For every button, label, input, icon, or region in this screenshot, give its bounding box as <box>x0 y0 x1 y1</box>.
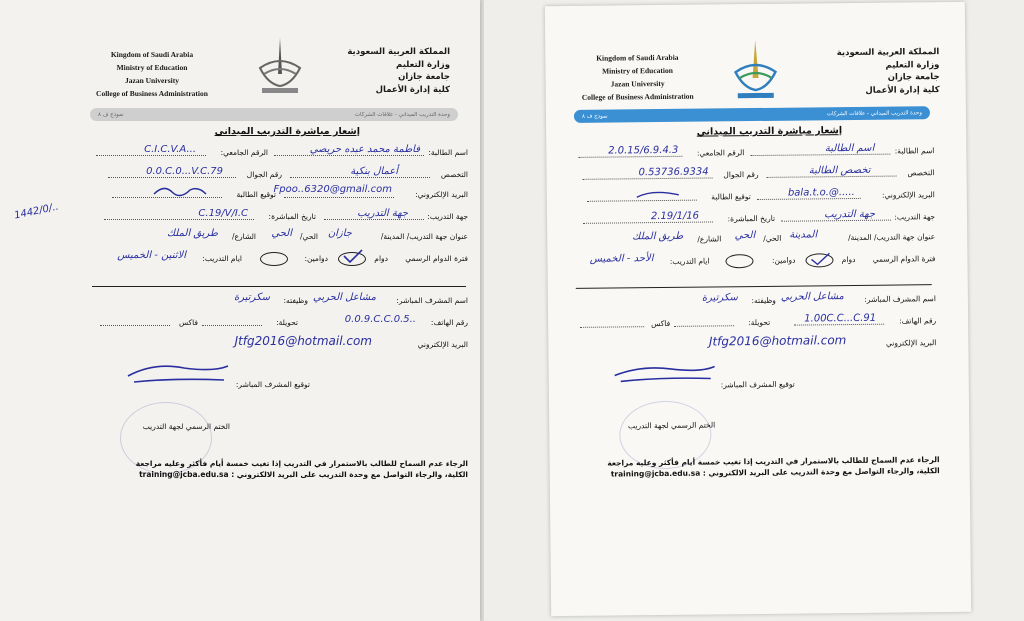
row-phone <box>574 314 936 334</box>
header-en-line: College of Business Administration <box>96 89 208 98</box>
mobile-value: 0.0.C.0...V.C.79 <box>146 166 223 177</box>
header-en-line: Ministry of Education <box>116 63 188 72</box>
label-district: الحي/ <box>300 232 318 241</box>
label-mobile: رقم الجوال <box>246 170 282 179</box>
row-supervisor-signature <box>575 376 937 396</box>
label-supervisor-email: البريد الإلكتروني <box>885 338 937 348</box>
training-days-value: الأحد - الخميس <box>589 253 654 265</box>
band-code: نموذج ف ٨ <box>98 111 124 118</box>
phone-value: 1.00C.C...C.91 <box>804 312 877 325</box>
student-name-value: فاطمة محمد عبده حريصي <box>309 144 420 155</box>
student-name-value: اسم الطالبة <box>824 142 875 155</box>
label-university-id: الرقم الجامعي: <box>220 148 268 157</box>
label-shift-one: دوام <box>374 254 388 263</box>
header-ar-line: المملكة العربية السعودية <box>836 47 940 59</box>
label-shift-two: دوامين: <box>771 255 796 265</box>
label-email: البريد الإلكتروني: <box>881 190 935 200</box>
address-value: جازان <box>327 228 352 239</box>
field-line <box>583 221 713 223</box>
district-value: الحي <box>271 228 292 239</box>
row-address <box>90 230 468 246</box>
label-official-stamp: الختم الرسمي لجهة التدريب <box>627 420 716 431</box>
header-ar-line: كلية إدارة الأعمال <box>375 84 450 95</box>
supervisor-email-value: Jtfg2016@hotmail.com <box>708 333 847 349</box>
row-entity <box>573 210 935 230</box>
label-address: عنوان جهة التدريب/ المدينة/ <box>380 232 468 241</box>
label-job: وظيفته: <box>283 296 308 305</box>
field-line <box>108 177 236 178</box>
label-training-entity: جهة التدريب: <box>427 212 468 221</box>
label-supervisor-name: اسم المشرف المباشر: <box>396 296 468 305</box>
header-english <box>88 48 216 100</box>
label-training-days: ايام التدريب: <box>202 254 242 263</box>
row-name <box>90 146 468 162</box>
label-training-days: ايام التدريب: <box>669 256 710 266</box>
header-en-line: Kingdom of Saudi Arabia <box>596 52 679 63</box>
field-line <box>96 155 206 156</box>
note-line: الكلية، والرجاء التواصل مع وحدة التدريب على البريد الالكتروني : training@jcba.edu.sa <box>139 470 468 479</box>
start-date-value: 2.19/1/16 <box>650 210 700 223</box>
label-phone: رقم الهاتف: <box>430 318 468 327</box>
row-address <box>573 230 935 250</box>
right-form-sheet <box>545 2 971 616</box>
row-shift <box>573 252 935 272</box>
shift-two-checkbox[interactable] <box>725 254 753 268</box>
label-phone: رقم الهاتف: <box>899 316 937 326</box>
row-supervisor-signature <box>90 378 468 394</box>
training-entity-value: جهة التدريب <box>824 208 876 221</box>
district-value: الحي <box>734 230 756 242</box>
label-mobile: رقم الجوال <box>723 169 759 180</box>
label-training-entity: جهة التدريب: <box>894 212 936 222</box>
street-value: طريق الملك <box>166 228 218 239</box>
label-extension: تحويلة: <box>276 318 298 327</box>
training-entity-value: جهة التدريب <box>357 208 408 219</box>
section-divider <box>92 286 466 287</box>
header-arabic <box>330 46 450 96</box>
email-value: Fpoo..6320@gmail.com <box>273 184 392 195</box>
form-note <box>96 458 468 480</box>
row-major <box>90 168 468 184</box>
field-line <box>290 177 430 178</box>
side-date-value: 1442/0/.. <box>13 201 60 222</box>
label-extension: تحويلة: <box>748 317 771 328</box>
supervisor-name-value: مشاعل الحربي <box>780 291 844 303</box>
university-id-value: C.I.C.V.A... <box>144 144 196 155</box>
label-shift-one: دوام <box>841 254 856 265</box>
label-address: عنوان جهة التدريب/ المدينة/ <box>848 232 936 243</box>
row-supervisor <box>90 294 468 310</box>
phone-value: 0.0.9.C.C.0.5.. <box>344 314 416 325</box>
row-official-stamp <box>90 420 230 436</box>
label-major: التخصص <box>907 168 935 178</box>
row-supervisor-email <box>90 334 468 354</box>
mobile-value: 0.53736.9334 <box>638 166 709 179</box>
checkmark-icon <box>342 248 364 264</box>
header-english <box>573 51 702 104</box>
field-line <box>284 197 394 198</box>
field-line <box>104 219 254 220</box>
form-band <box>90 108 458 121</box>
header-ar-line: جامعة جازان <box>887 72 940 83</box>
row-phone <box>90 316 468 332</box>
label-major: التخصص <box>440 170 468 179</box>
label-street: الشارع/ <box>232 232 256 241</box>
jazan-university-logo-icon <box>727 36 784 107</box>
label-supervisor-name: اسم المشرف المباشر: <box>864 294 936 304</box>
university-id-value: 2.0.15/6.9.4.3 <box>608 144 679 157</box>
student-signature-icon <box>150 182 210 200</box>
header-en-line: Jazan University <box>125 76 179 85</box>
label-fax: فاكس <box>178 318 198 327</box>
major-value: أعمال بنكية <box>350 166 398 177</box>
row-shift <box>90 252 468 268</box>
student-signature-icon <box>633 187 683 202</box>
label-supervisor-email: البريد الإلكتروني <box>417 340 468 349</box>
band-code: نموذج ف ٨ <box>581 113 608 120</box>
header-arabic <box>819 46 940 97</box>
header-ar-line: وزارة التعليم <box>885 59 940 71</box>
jazan-university-logo-icon <box>252 34 308 100</box>
row-entity <box>90 210 468 226</box>
field-line <box>750 154 890 156</box>
label-shift: فترة الدوام الرسمي <box>405 254 468 263</box>
field-line <box>674 325 734 327</box>
field-line <box>324 219 424 220</box>
label-university-id: الرقم الجامعي: <box>696 148 745 158</box>
shift-two-checkbox[interactable] <box>260 252 288 266</box>
row-email <box>573 188 935 208</box>
row-major <box>573 166 935 186</box>
row-email <box>90 184 468 204</box>
label-fax: فاكس <box>651 318 671 329</box>
label-student-name: اسم الطالبة: <box>428 148 468 157</box>
address-value: المدينة <box>789 229 818 241</box>
row-official-stamp <box>575 418 715 435</box>
field-line <box>274 155 424 156</box>
job-value: سكرتيرة <box>701 292 738 304</box>
training-days-value: الاثنين - الخميس <box>117 250 186 261</box>
job-value: سكرتيرة <box>234 292 270 303</box>
form-band <box>574 106 930 123</box>
header-en-line: College of Business Administration <box>581 91 694 102</box>
field-line <box>100 325 170 326</box>
email-value: bala.t.o.@..... <box>787 186 855 199</box>
label-shift: فترة الدوام الرسمي <box>872 254 936 264</box>
street-value: طريق الملك <box>632 230 684 243</box>
note-line: الكلية، والرجاء التواصل مع وحدة التدريب على البريد الالكتروني : training@jcba.edu.sa <box>610 466 940 479</box>
checkmark-icon <box>809 250 831 266</box>
label-supervisor-signature: توقيع المشرف المباشر: <box>720 379 795 390</box>
field-line <box>580 326 644 328</box>
major-value: تخصص الطالبة <box>808 164 871 177</box>
form-title: إشعار مباشرة التدريب الميداني <box>696 125 843 138</box>
label-email: البريد الإلكتروني: <box>415 190 468 199</box>
section-divider <box>576 284 932 289</box>
header-ar-line: كلية إدارة الأعمال <box>865 84 940 96</box>
label-official-stamp: الختم الرسمي لجهة التدريب <box>142 422 230 431</box>
label-shift-two: دوامين: <box>304 254 328 263</box>
header-en-line: Jazan University <box>610 78 665 89</box>
supervisor-name-value: مشاعل الحربي <box>313 292 376 303</box>
header-en-line: Kingdom of Saudi Arabia <box>110 50 194 59</box>
form-title: إشعار مباشرة التدريب الميداني <box>214 126 360 137</box>
band-text: وحدة التدريب الميداني - علاقات الشركات <box>826 109 922 117</box>
band-text: وحدة التدريب الميداني - علاقات الشركات <box>354 111 450 118</box>
label-student-signature: توقيع الطالبة <box>236 190 276 199</box>
label-job: وظيفته: <box>751 295 776 306</box>
header-ar-line: المملكة العربية السعودية <box>347 47 450 57</box>
header-en-line: Ministry of Education <box>602 65 673 76</box>
label-district: الحي/ <box>763 233 782 243</box>
header-ar-line: وزارة التعليم <box>396 59 450 70</box>
row-supervisor-email <box>574 333 937 356</box>
header-ar-line: جامعة جازان <box>398 72 450 82</box>
form-note <box>570 454 940 480</box>
label-street: الشارع/ <box>697 234 722 244</box>
note-line: الرجاء عدم السماح للطالب بالاستمرار في التدريب إذا تغيب خمسة أيام فأكثر وعليه مراجعة <box>607 455 940 468</box>
row-supervisor <box>574 292 936 312</box>
supervisor-email-value: Jtfg2016@hotmail.com <box>234 334 372 348</box>
label-start-date: تاريخ المباشرة: <box>727 213 776 224</box>
label-start-date: تاريخ المباشرة: <box>268 212 316 221</box>
label-supervisor-signature: توقيع المشرف المباشر: <box>235 380 310 389</box>
left-form-sheet <box>0 0 480 621</box>
label-student-name: اسم الطالبة: <box>894 146 935 156</box>
start-date-value: C.19/V/I.C <box>198 208 248 219</box>
note-line: الرجاء عدم السماح للطالب بالاستمرار في التدريب إذا تغيب خمسة أيام فأكثر وعليه مراجعة <box>135 459 468 468</box>
label-student-signature: توقيع الطالبة <box>711 192 751 202</box>
row-name <box>572 144 934 164</box>
field-line <box>202 325 262 326</box>
